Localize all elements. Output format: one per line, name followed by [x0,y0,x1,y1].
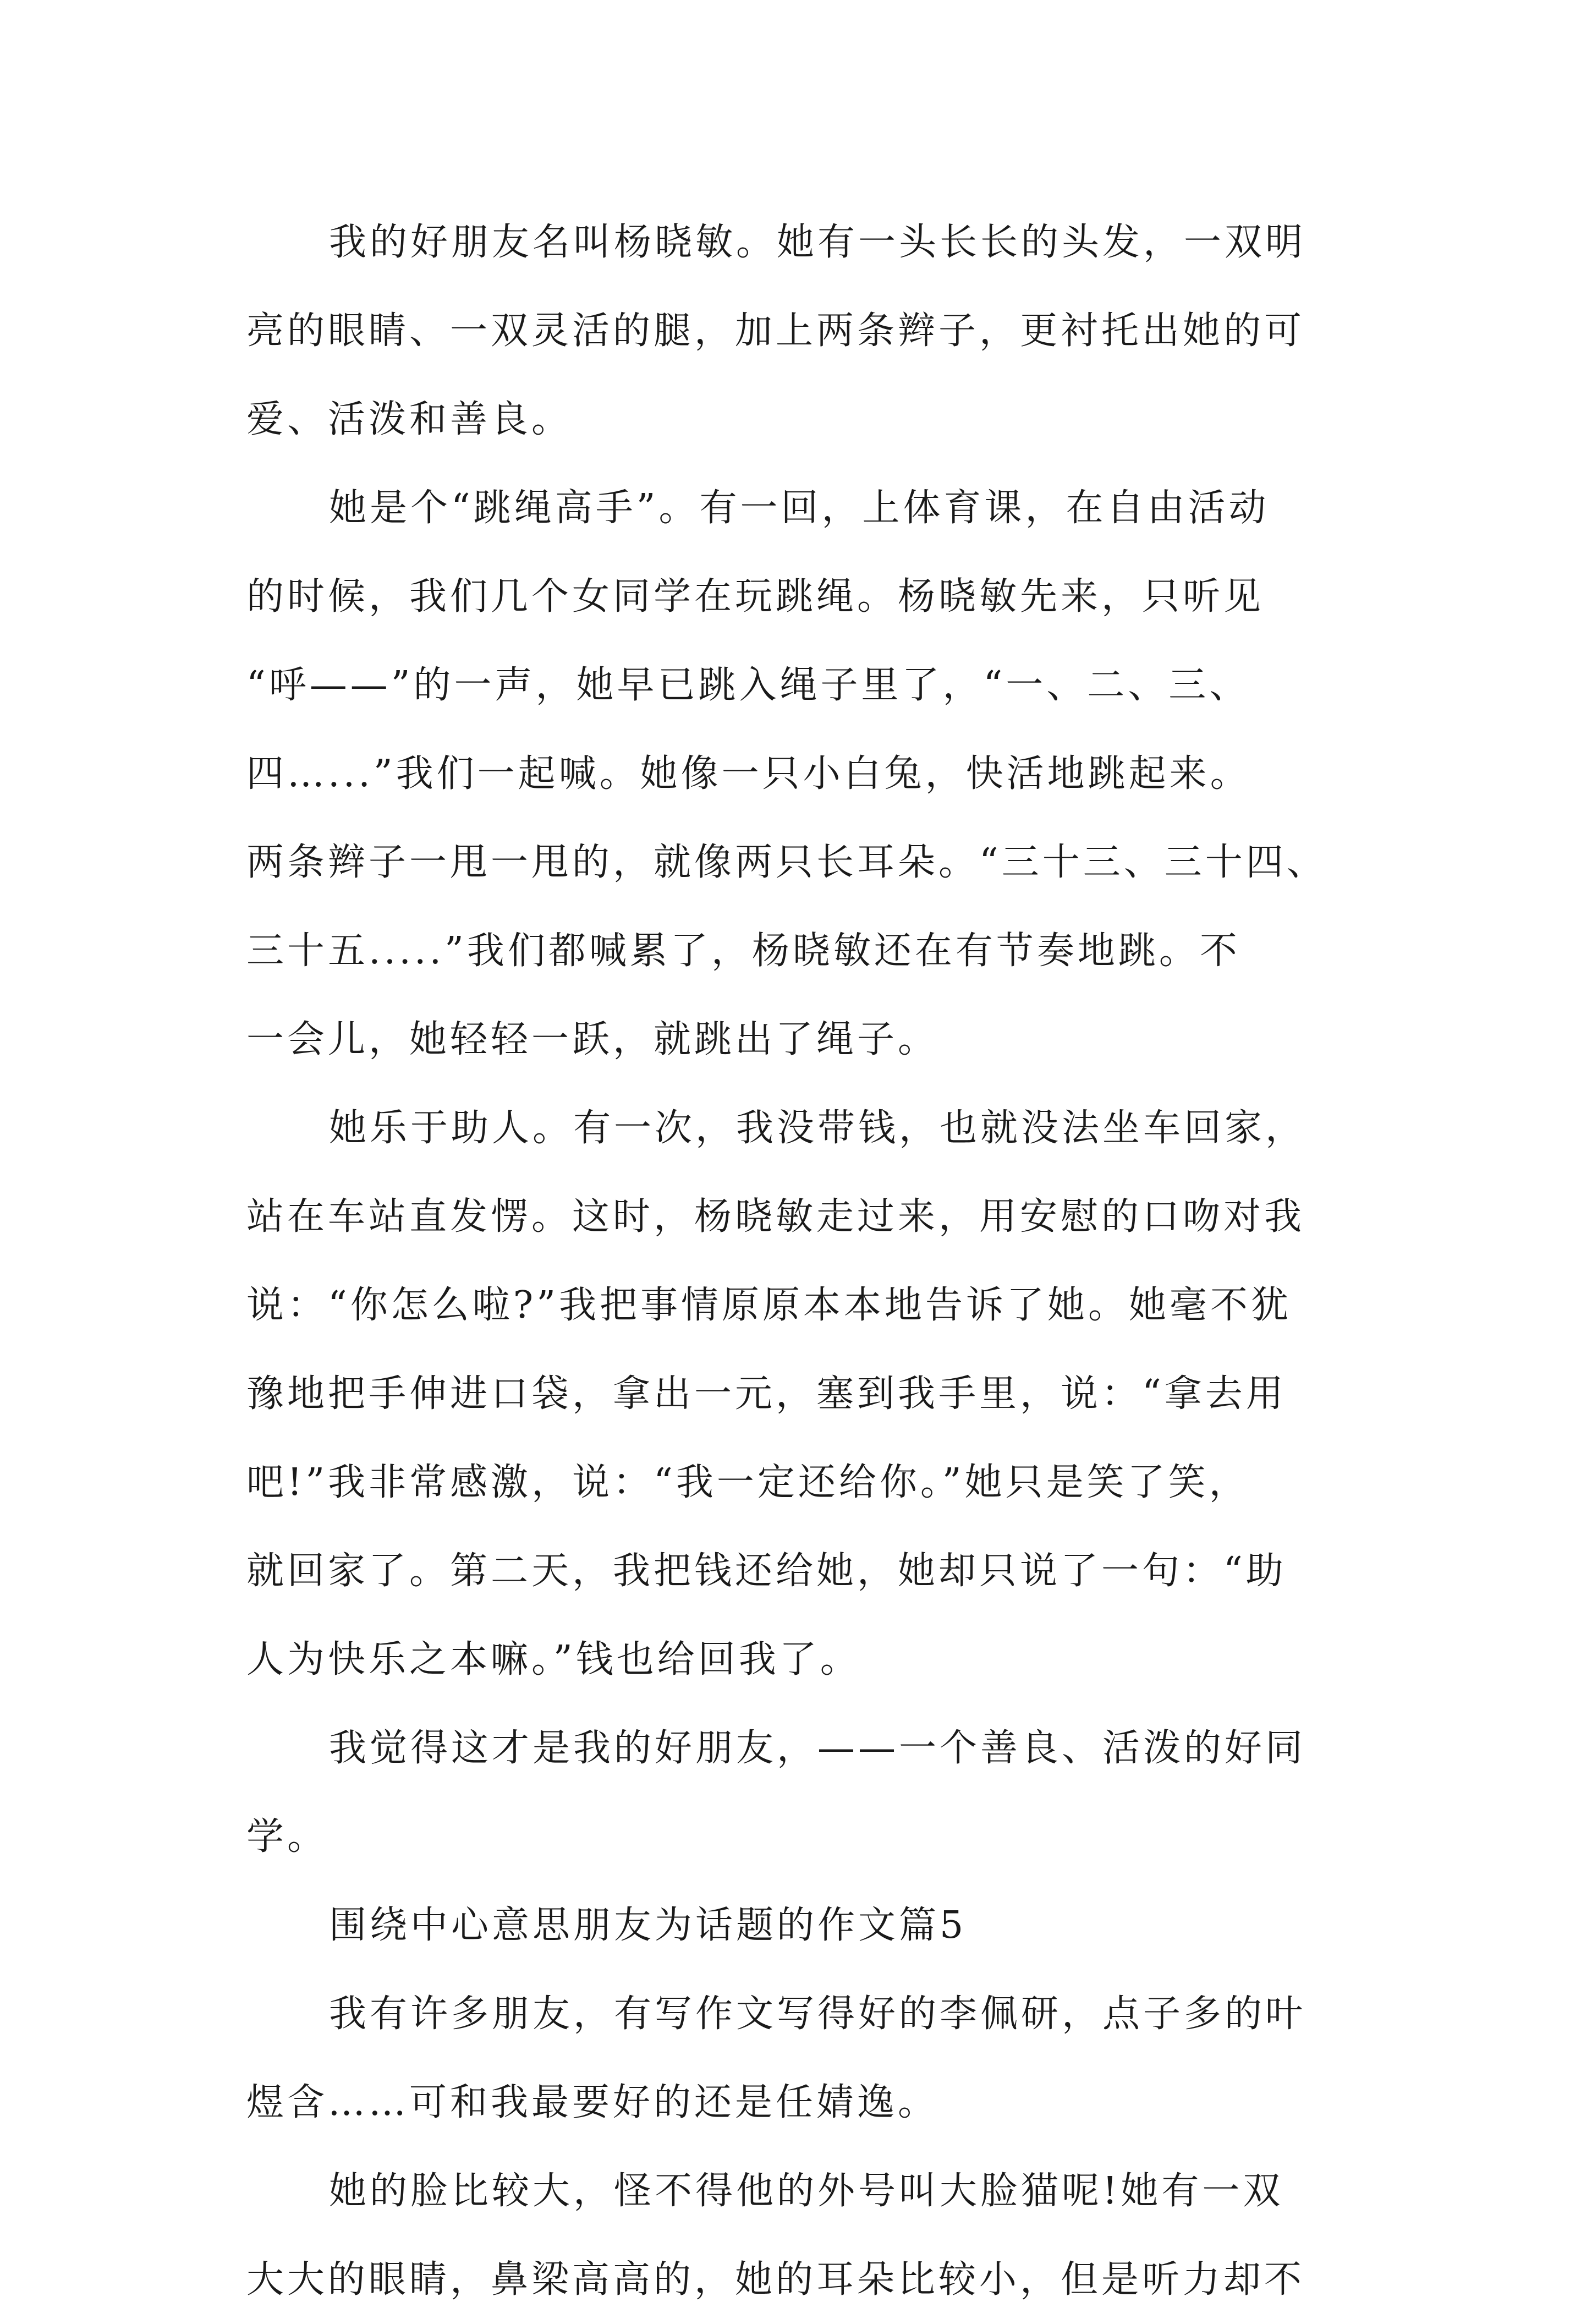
text-line: 我的好朋友名叫杨晓敏。她有一头长长的头发，一双明 [329,221,1306,264]
text-line: 吧!”我非常感激，说：“我一定还给你。”她只是笑了笑， [246,1461,1250,1504]
text-line: 她是个“跳绳高手”。有一回，上体育课，在自由活动 [329,486,1270,530]
text-line: 两条辫子一甩一甩的，就像两只长耳朵。“三十三、三十四、 [246,841,1327,884]
text-line: 站在车站直发愣。这时，杨晓敏走过来，用安慰的口吻对我 [246,1195,1305,1238]
text-line: 她的脸比较大，怪不得他的外号叫大脸猫呢!她有一双 [329,2169,1284,2213]
text-line: “呼——”的一声，她早已跳入绳子里了，“一、二、三、 [246,664,1250,707]
text-line: 三十五.....”我们都喊累了，杨晓敏还在有节奏地跳。不 [246,929,1240,973]
text-line: 一会儿，她轻轻一跃，就跳出了绳子。 [246,1018,939,1061]
text-line: 她乐于助人。有一次，我没带钱，也就没法坐车回家， [329,1106,1306,1150]
text-line: 豫地把手伸进口袋，拿出一元，塞到我手里，说：“拿去用 [246,1372,1287,1416]
text-line: 我觉得这才是我的好朋友，——一个善良、活泼的好同 [329,1726,1306,1770]
text-line: 说：“你怎么啦?”我把事情原原本本地告诉了她。她毫不犹 [246,1284,1292,1327]
section-heading: 围绕中心意思朋友为话题的作文篇5 [329,1904,967,1947]
text-line: 四…...”我们一起喊。她像一只小白兔，快活地跳起来。 [246,752,1251,796]
text-line: 大大的眼睛，鼻梁高高的，她的耳朵比较小，但是听力却不 [246,2258,1305,2301]
text-line: 亮的眼睛、一双灵活的腿，加上两条辫子，更衬托出她的可 [246,309,1305,353]
text-line: 学。 [246,1815,328,1859]
text-line: 煜含……可和我最要好的还是任婧逸。 [246,2081,939,2124]
document-body [246,198,1352,2324]
text-line: 人为快乐之本嘛。”钱也给回我了。 [246,1638,861,1681]
text-line: 的时候，我们几个女同学在玩跳绳。杨晓敏先来，只听见 [246,575,1265,618]
text-line: 我有许多朋友，有写作文写得好的李佩研，点子多的叶 [329,1992,1306,2036]
text-line: 就回家了。第二天，我把钱还给她，她却只说了一句：“助 [246,1549,1287,1593]
text-line: 爱、活泼和善良。 [246,398,573,441]
